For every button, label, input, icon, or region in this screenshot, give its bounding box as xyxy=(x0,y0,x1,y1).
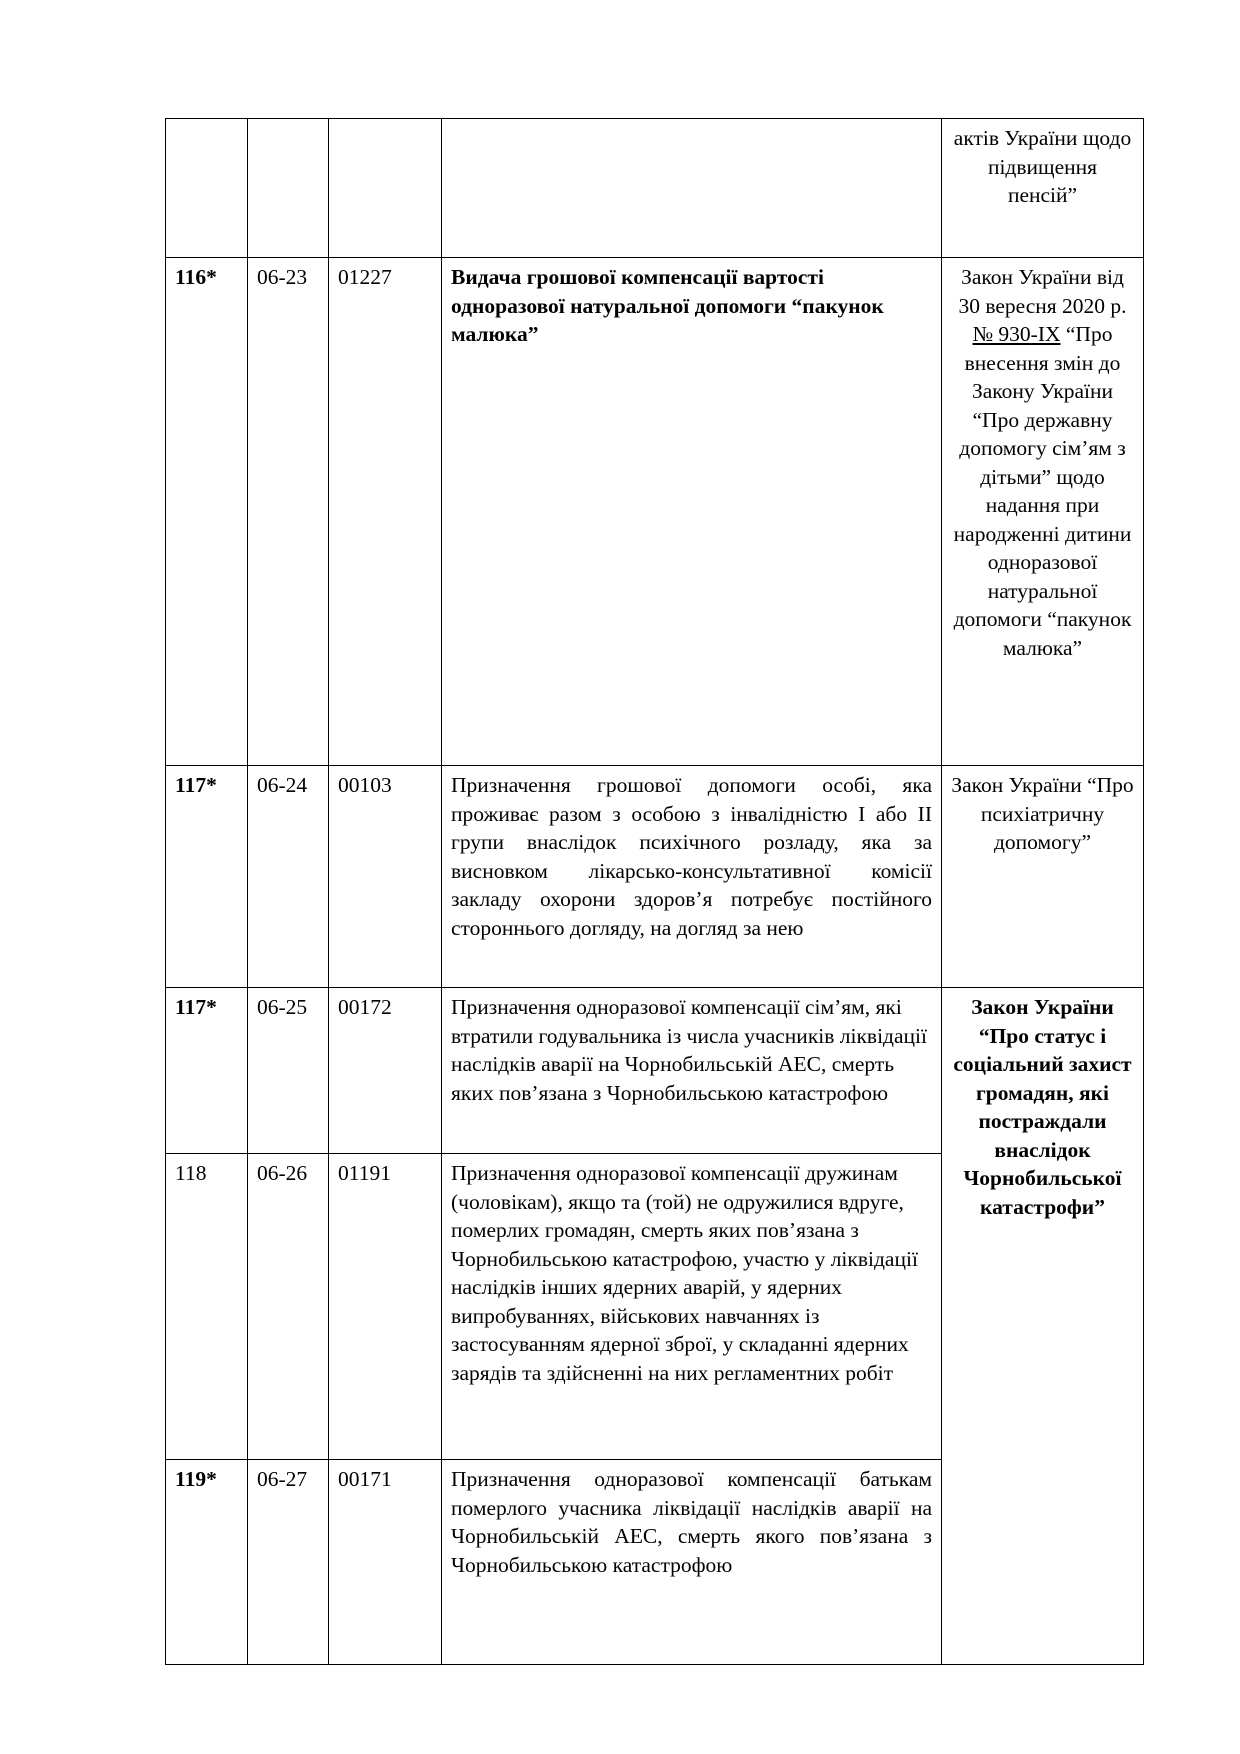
row-number-cell: 119* xyxy=(166,1460,248,1665)
law-number-link[interactable]: № 930-IX xyxy=(972,322,1061,346)
description-cell xyxy=(442,119,942,258)
row-number-cell: 116* xyxy=(166,258,248,766)
law-text: Закон України від 30 вересня 2020 р. xyxy=(958,265,1127,318)
code-cell xyxy=(248,119,329,258)
code-cell: 06-26 xyxy=(248,1154,329,1460)
row-number-cell: 117* xyxy=(166,988,248,1154)
row-number-cell: 118 xyxy=(166,1154,248,1460)
service-id-cell: 00172 xyxy=(329,988,442,1154)
law-cell: актів України щодо підвищення пенсій” xyxy=(942,119,1144,258)
description-cell: Видача грошової компенсації вартості одноразової натуральної допомоги “пакунок малюка” xyxy=(442,258,942,766)
description-cell: Призначення одноразової компенсації батькам померлого учасника ліквідації наслідків аварії на Чорнобильській АЕС, смерть якого пов’язана з Чорнобильською катастрофою xyxy=(442,1460,942,1665)
services-table xyxy=(165,118,1144,1665)
code-cell: 06-24 xyxy=(248,766,329,988)
service-id-cell: 01227 xyxy=(329,258,442,766)
table-row xyxy=(166,988,1144,1154)
service-id-cell: 01191 xyxy=(329,1154,442,1460)
row-number-cell xyxy=(166,119,248,258)
law-text: “Про внесення змін до Закону України “Про державну допомогу сім’ям з дітьми” щодо надання при народженні дитини одноразової натуральної допомоги “пакунок малюка” xyxy=(953,322,1132,660)
row-number-cell: 117* xyxy=(166,766,248,988)
service-id-cell: 00103 xyxy=(329,766,442,988)
description-cell: Призначення грошової допомоги особі, яка проживає разом з особою з інвалідністю I або II групи внаслідок психічного розладу, яка за висновком лікарсько-консультативної комісії закладу охорони здоров’я потребує постійного стороннього догляду, на догляд за нею xyxy=(442,766,942,988)
table-row xyxy=(166,119,1144,258)
code-cell: 06-27 xyxy=(248,1460,329,1665)
service-id-cell: 00171 xyxy=(329,1460,442,1665)
law-cell: Закон України “Про психіатричну допомогу” xyxy=(942,766,1144,988)
table-row xyxy=(166,258,1144,766)
law-cell xyxy=(942,258,1144,766)
service-id-cell xyxy=(329,119,442,258)
code-cell: 06-23 xyxy=(248,258,329,766)
description-cell: Призначення одноразової компенсації сім’ям, які втратили годувальника із числа учасників ліквідації наслідків аварії на Чорнобильській АЕС, смерть яких пов’язана з Чорнобильською катастрофою xyxy=(442,988,942,1154)
table-row xyxy=(166,766,1144,988)
description-cell: Призначення одноразової компенсації дружинам (чоловікам), якщо та (той) не одружилися вдруге, померлих громадян, смерть яких пов’язана з Чорнобильською катастрофою, участю у ліквідації наслідків інших ядерних аварій, у ядерних випробуваннях, військових навчаннях із застосуванням ядерної зброї, у складанні ядерних зарядів та здійсненні на них регламентних робіт xyxy=(442,1154,942,1460)
code-cell: 06-25 xyxy=(248,988,329,1154)
chernobyl-law-cell: Закон України “Про статус і соціальний захист громадян, які постраждали внаслідок Чорнобильської катастрофи” xyxy=(942,988,1144,1665)
